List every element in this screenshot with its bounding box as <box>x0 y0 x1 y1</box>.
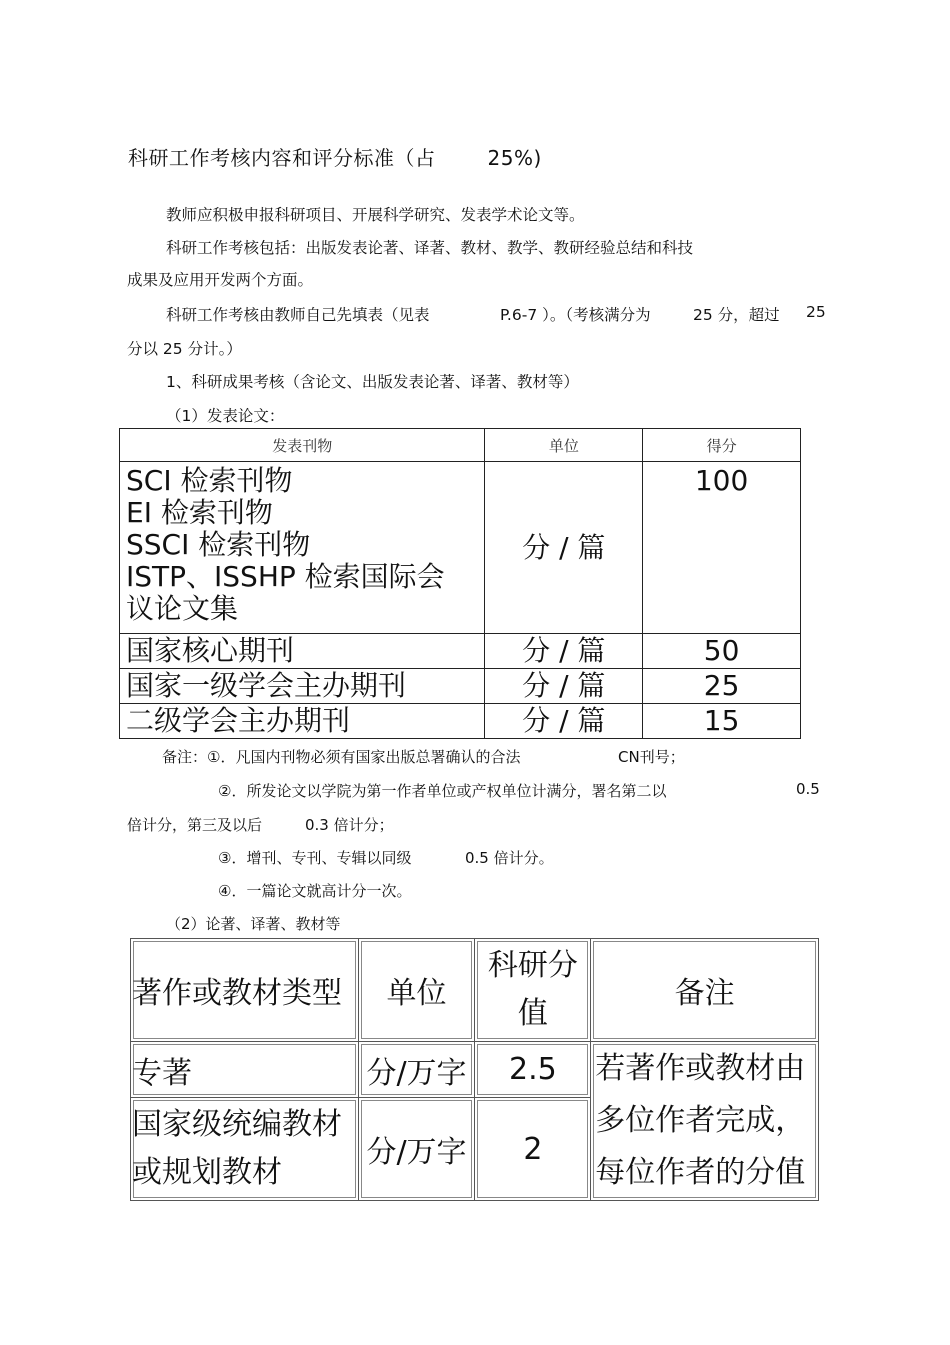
header-score: 得分 <box>643 429 801 462</box>
header-unit: 单位 <box>485 429 643 462</box>
note-1a: 备注：①．凡国内刊物必须有国家出版总署确认的合法 <box>162 748 521 766</box>
unit-cell: 分/万字 <box>358 1042 475 1098</box>
remark-cell <box>591 1042 819 1201</box>
section-heading-1-1: （1）发表论文： <box>166 407 285 425</box>
paragraph-scope-line2: 成果及应用开发两个方面。 <box>127 271 314 289</box>
note-2b: 0.5 <box>796 780 820 798</box>
table-row <box>120 704 801 739</box>
paragraph-fill-line1c: 25 分，超过 <box>693 306 780 324</box>
score-cell: 50 <box>643 634 801 669</box>
note-2a: ②．所发论文以学院为第一作者单位或产权单位计满分，署名第二以 <box>218 782 667 800</box>
unit-cell: 分 / 篇 <box>485 704 643 739</box>
note-2c: 倍计分，第三及以后 <box>127 816 263 834</box>
journal-istp: ISTP、ISSHP 检索国际会 <box>126 560 445 593</box>
header-value-line1: 科研分 <box>487 948 578 983</box>
header-type: 著作或教材类型 <box>131 939 359 1042</box>
header-value-line2: 值 <box>517 996 548 1031</box>
journal-cell: 国家核心期刊 <box>120 634 485 669</box>
journal-istp-cont: 议论文集 <box>126 592 239 625</box>
unit-cell: 分 / 篇 <box>485 462 643 634</box>
score-cell: 15 <box>643 704 801 739</box>
paragraph-fill-line2: 分以 25 分计。） <box>127 340 242 358</box>
score-cell: 100 <box>643 462 801 634</box>
table-row <box>120 669 801 704</box>
note-2d: 0.3 倍计分； <box>305 816 394 834</box>
unit-cell: 分 / 篇 <box>485 669 643 704</box>
table-header-row <box>120 429 801 462</box>
header-unit: 单位 <box>358 939 475 1042</box>
note-3b: 0.5 倍计分。 <box>465 849 554 867</box>
remark-line: 若著作或教材由 <box>595 1051 806 1086</box>
paragraph-fill-line1b: P.6-7 ）。（考核满分为 <box>500 306 651 324</box>
section-heading-1: 1、科研成果考核（含论文、出版发表论著、译著、教材等） <box>166 373 579 391</box>
unit-cell: 分/万字 <box>358 1098 475 1201</box>
type-cell: 专著 <box>131 1042 359 1098</box>
table-row <box>120 462 801 634</box>
paragraph-intro: 教师应积极申报科研项目、开展科学研究、发表学术论文等。 <box>166 206 585 224</box>
table-row <box>131 1042 819 1098</box>
unit-cell: 分 / 篇 <box>485 634 643 669</box>
header-value <box>475 939 591 1042</box>
remark-line: 每位作者的分值 <box>595 1155 806 1190</box>
header-remark: 备注 <box>591 939 819 1042</box>
paragraph-fill-line1a: 科研工作考核由教师自己先填表（见表 <box>166 306 430 324</box>
journal-cell: 二级学会主办期刊 <box>120 704 485 739</box>
type-line: 或规划教材 <box>132 1155 282 1191</box>
value-cell: 2 <box>475 1098 591 1201</box>
type-line: 国家级统编教材 <box>132 1107 342 1143</box>
score-cell: 25 <box>643 669 801 704</box>
paragraph-fill-line1d: 25 <box>806 303 826 321</box>
page-title: 科研工作考核内容和评分标准（占 25%) <box>128 146 542 170</box>
header-journal: 发表刊物 <box>120 429 485 462</box>
section-heading-1-2: （2）论著、译著、教材等 <box>166 915 341 933</box>
paragraph-scope-line1: 科研工作考核包括：出版发表论著、译著、教材、教学、教研经验总结和科技 <box>166 239 694 257</box>
journal-ei: EI 检索刊物 <box>126 496 273 529</box>
papers-score-table <box>119 428 801 739</box>
note-3a: ③．增刊、专刊、专辑以同级 <box>218 849 412 867</box>
journal-list-cell <box>120 462 485 634</box>
table-row <box>120 634 801 669</box>
type-cell <box>131 1098 359 1201</box>
table-header-row <box>131 939 819 1042</box>
books-score-table <box>130 938 819 1201</box>
journal-cell: 国家一级学会主办期刊 <box>120 669 485 704</box>
value-cell: 2.5 <box>475 1042 591 1098</box>
note-1b: CN刊号； <box>618 748 685 766</box>
remark-line: 多位作者完成， <box>595 1103 806 1138</box>
journal-ssci: SSCI 检索刊物 <box>126 528 311 561</box>
note-4: ④．一篇论文就高计分一次。 <box>218 882 412 900</box>
journal-sci: SCI 检索刊物 <box>126 464 293 497</box>
